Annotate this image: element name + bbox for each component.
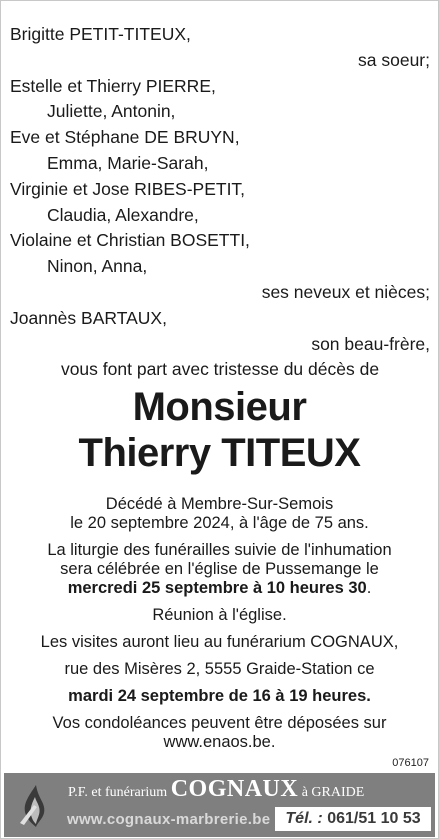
family-line: son beau-frère, [311, 333, 430, 354]
family-line: Virginie et Jose RIBES-PETIT, [10, 178, 246, 199]
liturgy-text: sera célébrée en l'église de Pussemange le [60, 560, 379, 578]
funeral-home-prefix: P.F. et funérarium [68, 785, 168, 800]
liturgy-date-line [0, 579, 439, 598]
family-line: Juliette, Antonin, [47, 101, 176, 122]
family-line: Violaine et Christian BOSETTI, [10, 230, 250, 251]
family-line: Joannès BARTAUX, [10, 307, 167, 328]
family-line: Emma, Marie-Sarah, [47, 152, 209, 173]
liturgy-period: . [366, 579, 372, 597]
visits-address: rue des Misères 2, 5555 Graide-Station ce [64, 660, 375, 678]
phone-box [275, 807, 431, 831]
funeral-home-title [68, 775, 428, 807]
family-list [10, 22, 430, 383]
family-line: ses neveux et nièces; [261, 281, 430, 302]
title-full-name: Thierry TITEUX [78, 431, 361, 475]
visits-date-line [0, 687, 439, 706]
announcement-intro: vous font part avec tristesse du décès de [60, 359, 380, 380]
funeral-home-location: à GRAIDE [301, 785, 365, 800]
family-line: Ninon, Anna, [47, 256, 148, 277]
reference-number: 076107 [392, 757, 429, 769]
visits-info: Les visites auront lieu au funérarium COGNAUX, [40, 633, 399, 651]
visits-date: mardi 24 septembre de 16 à 19 heures. [68, 687, 371, 705]
family-line: sa soeur; [358, 49, 430, 70]
family-line: Eve et Stéphane DE BRUYN, [10, 127, 240, 148]
liturgy-text: La liturgie des funérailles suivie de l'inhumation [47, 541, 392, 559]
family-line: Claudia, Alexandre, [47, 204, 199, 225]
phone-label: Tél. : [285, 810, 323, 827]
funeral-home-banner [4, 773, 435, 837]
family-line: Estelle et Thierry PIERRE, [10, 75, 216, 96]
funeral-details [0, 495, 439, 752]
condolences-info: Vos condoléances peuvent être déposées sur [52, 714, 387, 732]
title-honorific: Monsieur [132, 385, 307, 429]
liturgy-date: mercredi 25 septembre à 10 heures 30 [67, 579, 367, 597]
meeting-info: Réunion à l'église. [152, 606, 287, 624]
website-link[interactable]: www.cognaux-marbrerie.be [67, 811, 271, 828]
funeral-home-brand: COGNAUX [170, 776, 299, 802]
condolences-link[interactable]: www.enaos.be. [163, 733, 276, 751]
death-place: Décédé à Membre-Sur-Semois [105, 495, 334, 513]
phone-number[interactable]: 061/51 10 53 [327, 810, 421, 827]
death-date: le 20 septembre 2024, à l'âge de 75 ans. [70, 514, 369, 532]
family-line: Brigitte PETIT-TITEUX, [10, 24, 191, 44]
stylized-flame-logo-icon [14, 783, 58, 829]
deceased-name [0, 384, 439, 476]
